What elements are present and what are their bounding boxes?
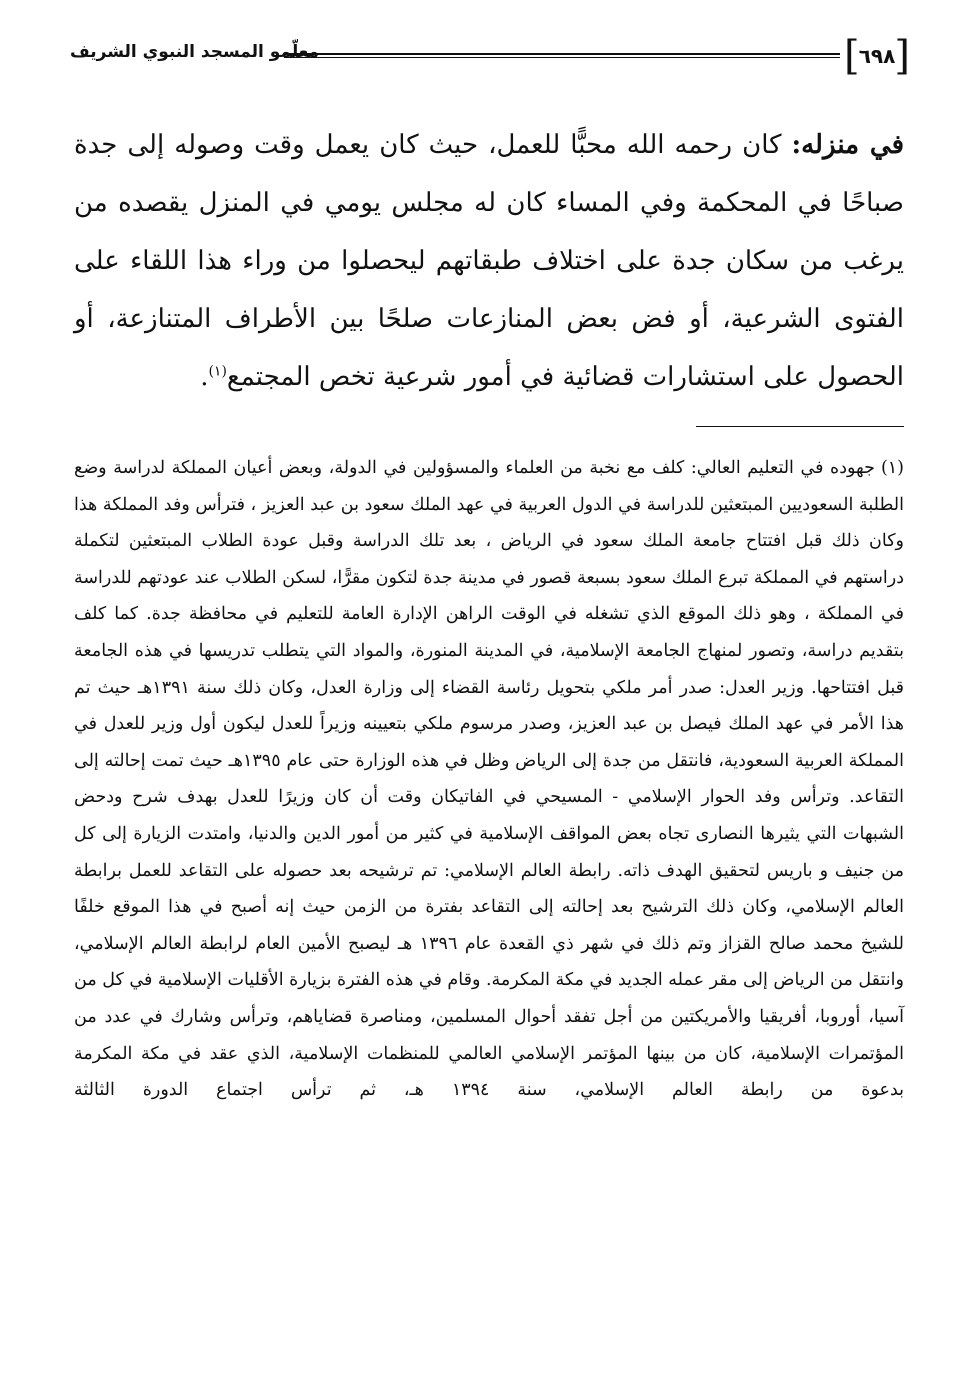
- paragraph-body: كان رحمه الله محبًّا للعمل، حيث كان يعمل وقت وصوله إلى جدة صباحًا في المحكمة وفي المساء كان له مجلس يومي في المنزل يقصده من يرغب من سكان جدة على اختلاف طبقاتهم ليحصلوا من وراء هذا اللقاء على الفتوى الشرعية، أو فض بعض المنازعات صلحًا بين الأطراف المتنازعة، أو الحصول على استشارات قضائية في أمور شرعية تخص المجتمع: [74, 130, 904, 392]
- page-number-frame: [844, 33, 910, 79]
- main-paragraph: [74, 116, 904, 406]
- footnote-text: جهوده في التعليم العالي: كلف مع نخبة من العلماء والمسؤولين في الدولة، وبعض أعيان المملكة لدراسة وضع الطلبة السعوديين المبتعثين للدراسة في الدول العربية في عهد الملك سعود بن عبد العزيز ، فترأس وفد المملكة هذا وكان ذلك قبل افتتاح جامعة الملك سعود في الرياض ، بعد تلك الدراسة وقبل عودة الطلاب المبتعثين لتكملة دراستهم في المملكة تبرع الملك سعود بسبعة قصور في مدينة جدة لتكون مقرًّا، لسكن الطلاب عند عودتهم للدراسة في المملكة ، وهو ذلك الموقع الذي تشغله في الوقت الراهن الإدارة العامة للتعليم في محافظة جدة. كما كلف بتقديم دراسة، وتصور لمنهاج الجامعة الإسلامية، في المدينة المنورة، والمواد التي يتطلب تدريسها في هذه الجامعة قبل افتتاحها. وزير العدل: صدر أمر ملكي بتحويل رئاسة القضاء إلى وزارة العدل، وكان ذلك سنة ١٣٩١هـ حيث تم هذا الأمر في عهد الملك فيصل بن عبد العزيز، وصدر مرسوم ملكي بتعيينه وزيراً للعدل ليكون أول وزير للعدل في المملكة العربية السعودية، فانتقل من جدة إلى الرياض وظل في هذه الوزارة حتى عام ١٣٩٥هـ حيث تمت إحالته إلى التقاعد. وترأس وفد الحوار الإسلامي - المسيحي في الفاتيكان وقت أن كان وزيرًا للعدل بهدف شرح ودحض الشبهات التي يثيرها النصارى تجاه بعض المواقف الإسلامية في كثير من أمور الدين والدنيا، وامتدت الزيارة إلى كل من جنيف و باريس لتحقيق الهدف ذاته. رابطة العالم الإسلامي: تم ترشيحه بعد حصوله على التقاعد للعمل برابطة العالم الإسلامي، وكان ذلك الترشيح بعد إحالته إلى التقاعد بفترة من الزمن حيث إنه أصبح في هذا الموقع خلفًا للشيخ محمد صالح القزاز وتم ذلك في شهر ذي القعدة عام ١٣٩٦ هـ ليصبح الأمين العام لرابطة العالم الإسلامي، وانتقل من الرياض إلى مقر عمله الجديد في مكة المكرمة. وقام في هذه الفترة بزيارة الأقليات الإسلامية في كل من آسيا، أوروبا، أفريقيا والأمريكتين من أجل تفقد أحوال المسلمين، ومناصرة قضاياهم، وترأس وشارك في عدد من المؤتمرات الإسلامية، كان من بينها المؤتمر الإسلامي العالمي للمنظمات الإسلامية، الذي عقد في مكة المكرمة بدعوة من رابطة العالم الإسلامي، سنة ١٣٩٤ هـ، ثم ترأس اجتماع الدورة الثالثة: [74, 458, 905, 1101]
- page-header: [70, 33, 910, 80]
- paragraph-end-mark: .: [200, 362, 209, 392]
- paragraph-lead-word: في منزله:: [791, 130, 904, 160]
- header-double-rule: [284, 53, 840, 58]
- running-title: معلّمو المسجد النبوي الشريف: [70, 42, 319, 62]
- bracket-ornament-left: ]: [844, 33, 860, 79]
- page-number: ٦٩٨: [858, 44, 896, 68]
- footnote-marker: (١): [880, 458, 904, 478]
- footnote-reference[interactable]: (١): [208, 363, 227, 380]
- footnote-item: [74, 450, 904, 1109]
- footnotes-block: [74, 450, 904, 1109]
- footnote-separator-line: [696, 426, 904, 427]
- bracket-ornament-right: [: [894, 33, 910, 79]
